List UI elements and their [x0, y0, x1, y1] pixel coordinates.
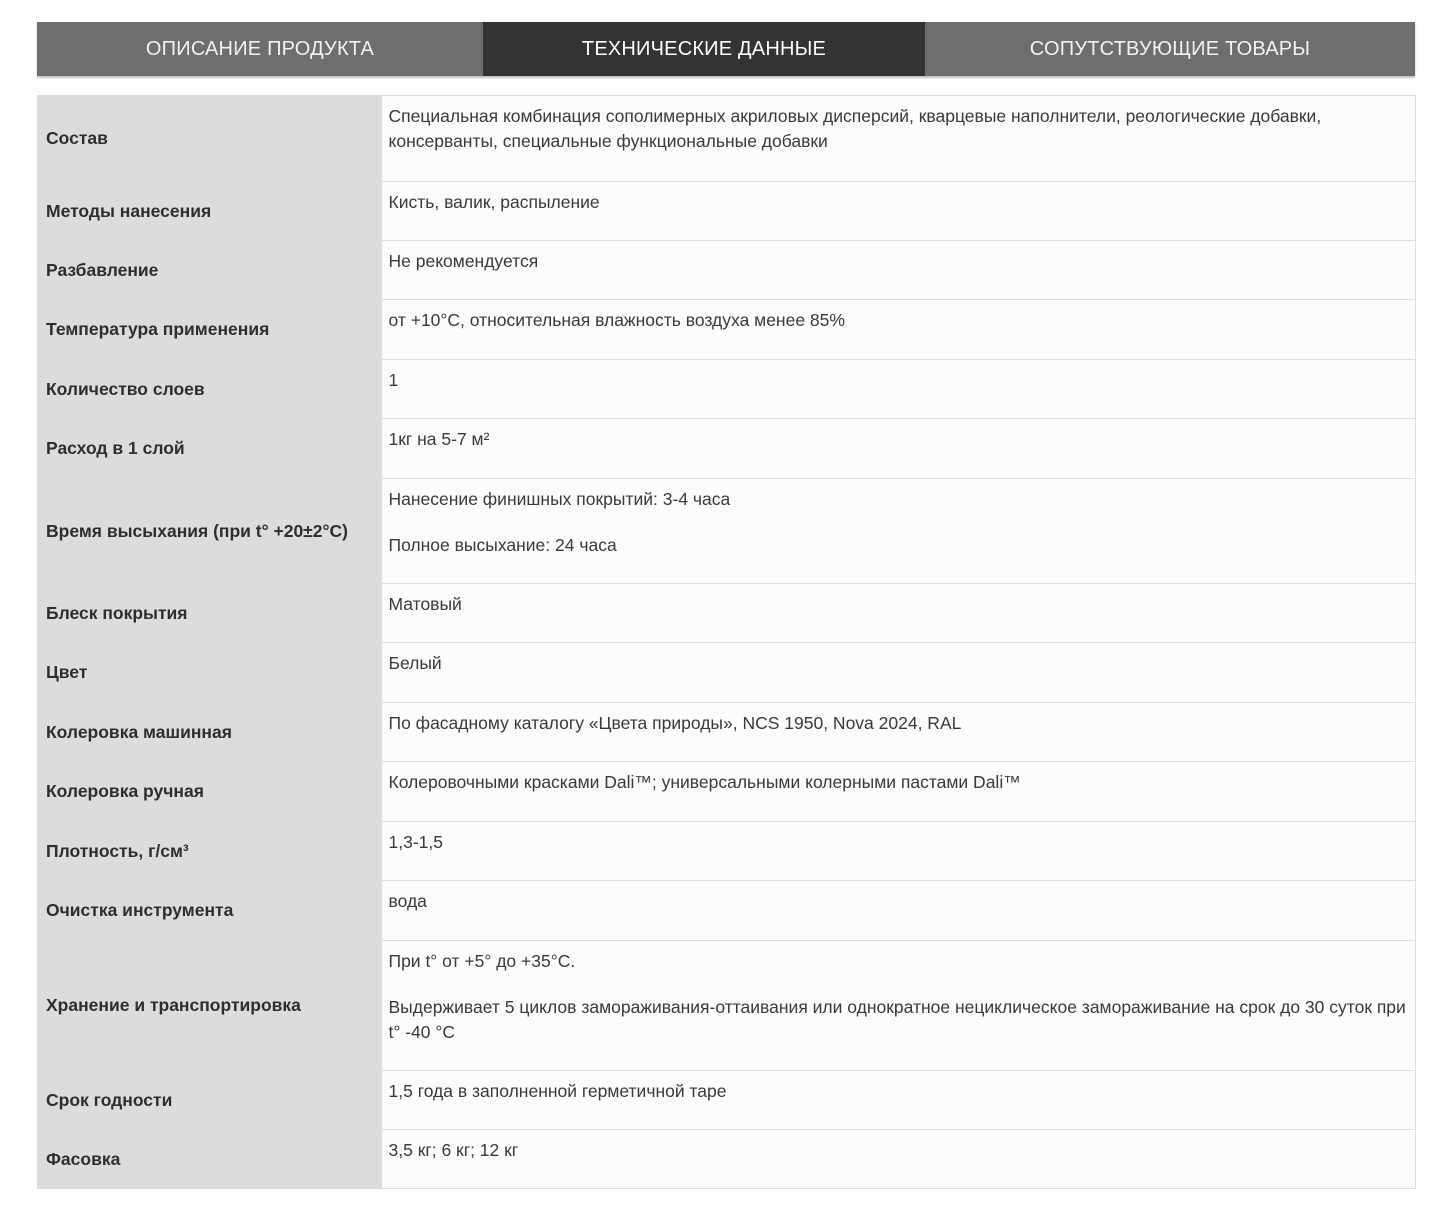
- spec-value: [382, 584, 1416, 643]
- spec-row: [38, 96, 1416, 182]
- spec-value: [382, 419, 1416, 479]
- tab-related-products[interactable]: СОПУТСТВУЮЩИЕ ТОВАРЫ: [925, 22, 1415, 76]
- technical-specs-table: [37, 95, 1416, 1189]
- tab-bar: [37, 22, 1415, 76]
- spec-key: Срок годности: [38, 1071, 382, 1130]
- spec-value-line: Матовый: [388, 594, 462, 614]
- spec-value-line: Кисть, валик, распыление: [388, 192, 600, 212]
- spec-row: [38, 1130, 1416, 1189]
- spec-row: [38, 881, 1416, 941]
- spec-value-line: вода: [388, 891, 427, 911]
- spec-value-line: от +10°С, относительная влажность воздуха менее 85%: [388, 310, 845, 330]
- spec-value: [382, 643, 1416, 703]
- tab-product-description[interactable]: ОПИСАНИЕ ПРОДУКТА: [37, 22, 483, 76]
- spec-value: [382, 241, 1416, 300]
- spec-value: [382, 1071, 1416, 1130]
- spec-value-line: Нанесение финишных покрытий: 3-4 часа: [388, 489, 731, 509]
- spec-value-line: 3,5 кг; 6 кг; 12 кг: [388, 1140, 519, 1160]
- spec-row: [38, 584, 1416, 643]
- spec-row: [38, 479, 1416, 584]
- spec-row: [38, 941, 1416, 1071]
- spec-key: Время высыхания (при t° +20±2°С): [38, 479, 382, 584]
- spec-value-line: Выдерживает 5 циклов замораживания-оттаивания или однократное нециклическое замораживание на срок до 30 суток при t° -40 °С: [388, 997, 1406, 1042]
- spec-key: Температура применения: [38, 300, 382, 360]
- spec-value: [382, 96, 1416, 182]
- spec-key: Расход в 1 слой: [38, 419, 382, 479]
- spec-value-line: Белый: [388, 653, 442, 673]
- spec-row: [38, 182, 1416, 241]
- spec-key: Колеровка ручная: [38, 762, 382, 822]
- spec-value: [382, 479, 1416, 584]
- spec-row: [38, 822, 1416, 881]
- spec-row: [38, 360, 1416, 419]
- tab-technical-data[interactable]: ТЕХНИЧЕСКИЕ ДАННЫЕ: [483, 22, 925, 76]
- spec-value-line: Колеровочными красками Dali™; универсальными колерными пастами Dali™: [388, 772, 1021, 792]
- spec-key: Колеровка машинная: [38, 703, 382, 762]
- spec-value: [382, 881, 1416, 941]
- spec-value: [382, 941, 1416, 1071]
- spec-value: [382, 1130, 1416, 1189]
- spec-value: [382, 182, 1416, 241]
- spec-value: [382, 300, 1416, 360]
- spec-row: [38, 419, 1416, 479]
- spec-value-line: Не рекомендуется: [388, 251, 539, 271]
- spec-value: [382, 703, 1416, 762]
- spec-row: [38, 1071, 1416, 1130]
- spec-value-line: 1,3-1,5: [388, 832, 443, 852]
- spec-row: [38, 643, 1416, 703]
- spec-key: Хранение и транспортировка: [38, 941, 382, 1071]
- spec-value: [382, 360, 1416, 419]
- spec-key: Фасовка: [38, 1130, 382, 1189]
- spec-key: Количество слоев: [38, 360, 382, 419]
- spec-row: [38, 762, 1416, 822]
- spec-value-line: При t° от +5° до +35°С.: [388, 951, 576, 971]
- spec-key: Методы нанесения: [38, 182, 382, 241]
- spec-row: [38, 703, 1416, 762]
- spec-key: Блеск покрытия: [38, 584, 382, 643]
- spec-key: Очистка инструмента: [38, 881, 382, 941]
- spec-value: [382, 822, 1416, 881]
- spec-value-line: Полное высыхание: 24 часа: [388, 535, 617, 555]
- spec-row: [38, 300, 1416, 360]
- spec-key: Разбавление: [38, 241, 382, 300]
- product-tabs-panel: [37, 22, 1415, 1189]
- spec-value-line: Специальная комбинация сополимерных акриловых дисперсий, кварцевые наполнители, реологические добавки, консерванты, специальные функциональные добавки: [388, 106, 1322, 151]
- spec-key: Плотность, г/см³: [38, 822, 382, 881]
- spec-value-line: 1,5 года в заполненной герметичной таре: [388, 1081, 727, 1101]
- spec-key: Состав: [38, 96, 382, 182]
- spec-value-line: По фасадному каталогу «Цвета природы», NCS 1950, Nova 2024, RAL: [388, 713, 962, 733]
- spec-value-line: 1: [388, 370, 399, 390]
- spec-value-line: 1кг на 5-7 м²: [388, 429, 490, 449]
- spec-row: [38, 241, 1416, 300]
- spec-key: Цвет: [38, 643, 382, 703]
- spec-value: [382, 762, 1416, 822]
